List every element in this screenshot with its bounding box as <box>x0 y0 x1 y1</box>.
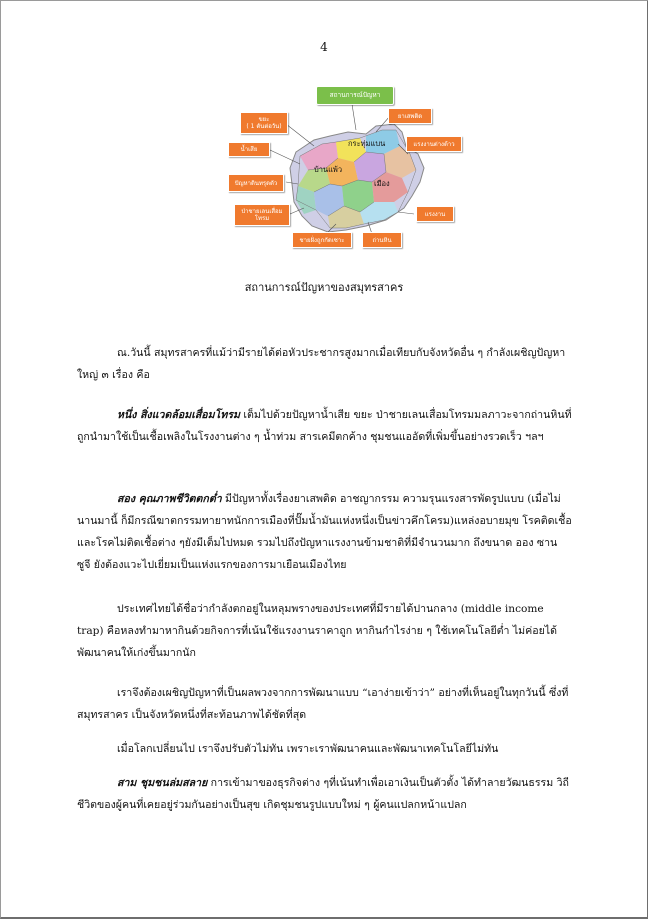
paragraph-two <box>77 488 572 576</box>
map-label-ban-phaeo: บ้านแพ้ว <box>314 165 343 174</box>
map-label-krathum-baen: กระทุ่มแบน <box>348 139 386 148</box>
label-land-subsidence: ปัญหาดินทรุดตัว <box>228 174 284 192</box>
label-garbage: ขยะ ( 1 ตันต่อวัน) <box>240 112 288 134</box>
paragraph-three <box>77 598 572 664</box>
intro-paragraph <box>77 342 572 386</box>
paragraph-five-text: เมื่อโลกเปลี่ยนไป เราจึงปรับตัวไม่ทัน เพราะเราพัฒนาคนและพัฒนาเทคโนโลยีไม่ทัน <box>117 743 499 755</box>
paragraph-one <box>77 404 572 448</box>
paragraph-six-lead: สาม ชุมชนล่มสลาย <box>117 777 208 789</box>
label-coal: ถ่านหิน <box>362 232 402 248</box>
label-drugs: ยาเสพติด <box>388 108 432 124</box>
label-mangrove-degradation: ป่าชายเลนเสื่อม โทรม <box>234 204 290 226</box>
paragraph-four <box>77 682 572 726</box>
paragraph-two-lead: สอง คุณภาพชีวิตตกต่ำ <box>117 493 222 505</box>
intro-text: ณ.วันนี้ สมุทรสาครที่แม้ว่ามีรายได้ต่อหัวประชากรสูงมากเมื่อเทียบกับจังหวัดอื่น ๆ กำลังเผชิญปัญหาใหญ่ ๓ เรื่อง คือ <box>77 347 566 381</box>
paragraph-one-text: เต็มไปด้วยปัญหาน้ำเสีย ขยะ ป่าชายเลนเสื่อมโทรมมลภาวะจากถ่านหินที่ถูกนำมาใช้เป็นเชื้อเพลิงในโรงงานต่าง ๆ น้ำท่วม สารเคมีตกค้าง ชุมชนแออัดที่เพิ่มขึ้นอย่างรวดเร็ว ฯลฯ <box>77 409 572 443</box>
label-migrant-labor: แรงงานต่างด้าว <box>406 136 462 152</box>
paragraph-six-text: การเข้ามาของธุรกิจต่าง ๆที่เน้นทำเพื่อเอาเงินเป็นตัวตั้ง ได้ทำลายวัฒนธรรม วิถีชีวิตของผู้คนที่เคยอยู่ร่วมกันอย่างเป็นสุข เกิดชุมชนรูปแบบใหม่ ๆ ผู้คนแปลกหน้าแปลก <box>77 777 569 811</box>
problem-map-figure <box>226 84 464 256</box>
label-labor: แรงงาน <box>416 206 454 222</box>
situation-title-box: สถานการณ์ปัญหา <box>316 86 394 105</box>
label-wastewater: น้ำเสีย <box>228 142 270 157</box>
paragraph-four-text: เราจึงต้องเผชิญปัญหาที่เป็นผลพวงจากการพัฒนาแบบ “เอาง่ายเข้าว่า” อย่างที่เห็นอยู่ในทุกวันนี้ ซึ่งที่สมุทรสาคร เป็นจังหวัดหนึ่งที่สะท้อนภาพได้ชัดที่สุด <box>77 687 569 721</box>
paragraph-three-text: ประเทศไทยได้ชื่อว่ากำลังตกอยู่ในหลุมพรางของประเทศที่มีรายได้ปานกลาง (middle income trap) คือหลงทำมาหากินด้วยกิจการที่เน้นใช้แรงงานราคาถูก หากินกำไรง่าย ๆ ใช้เทคโนโลยีต่ำ ไม่ค่อยได้พัฒนาคนให้เก่งขึ้นมากนัก <box>77 603 558 659</box>
label-coastal-erosion: ชายฝั่งถูกกัดเซาะ <box>292 232 352 248</box>
figure-caption: สถานการณ์ปัญหาของสมุทรสาคร <box>244 281 404 294</box>
page-number: 4 <box>320 40 328 54</box>
paragraph-two-text: มีปัญหาทั้งเรื่องยาเสพติด อาชญากรรม ความรุนแรงสารพัดรูปแบบ (เมื่อไม่นานมานี้ ก็มีกรณีฆาตกรรมทายาทนักการเมืองที่ปั๊มน้ำมันแห่งหนึ่งเป็นข่าวคึกโครม)แหล่งอบายมุข โรคติดเชื้อ และโรคไม่ติดเชื้อต่าง ๆยังมีเต็มไปหมด รวมไปถึงปัญหาแรงงานข้ามชาติที่มีจำนวนมาก ถึงขนาด ออง ซาน ซูจี ยังต้องแวะไปเยี่ยมเป็นแห่งแรกของการมาเยือนเมืองไทย <box>77 493 572 571</box>
map-label-mueang: เมือง <box>374 179 390 188</box>
paragraph-six <box>77 772 572 816</box>
paragraph-five <box>77 738 572 760</box>
paragraph-one-lead: หนึ่ง สิ่งแวดล้อมเสื่อมโทรม <box>117 409 240 421</box>
